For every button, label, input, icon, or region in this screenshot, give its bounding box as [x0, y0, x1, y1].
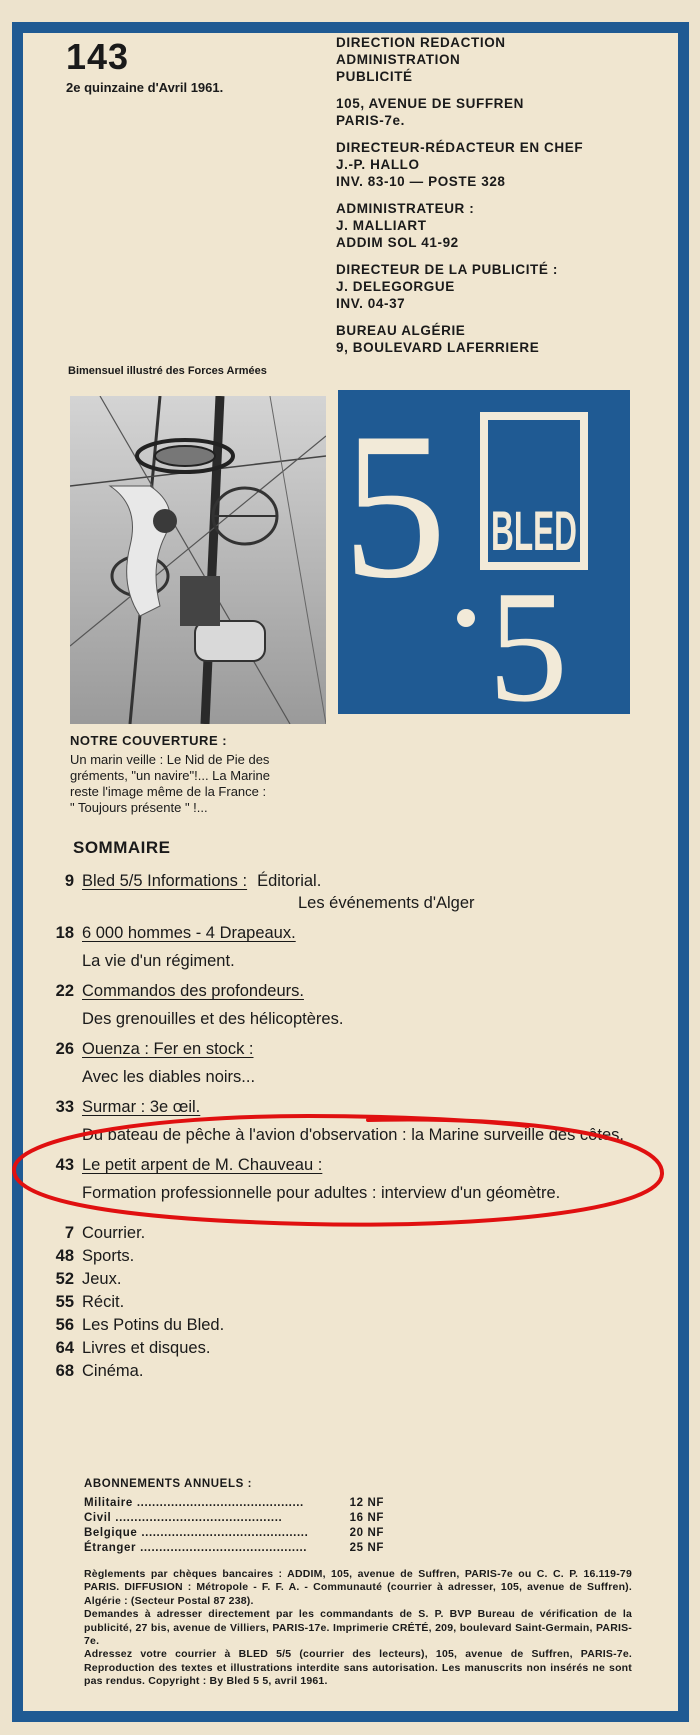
toc-simple-item[interactable]: 52 Jeux.	[55, 1270, 122, 1288]
subscription-row: Militaire ............................................ 12 NF	[84, 1497, 384, 1509]
street-address: 105, AVENUE DE SUFFREN PARIS-7e.	[336, 96, 524, 128]
logo-numeral-bottom: 5	[488, 557, 568, 714]
toc-entry[interactable]: 9 Bled 5/5 Informations : Éditorial.	[64, 872, 322, 890]
direction-block	[336, 34, 626, 366]
issue-number: 143	[66, 36, 130, 77]
direction-address: DIRECTION REDACTION ADMINISTRATION PUBLICITÉ	[336, 35, 506, 84]
toc-simple-item[interactable]: 55 Récit.	[55, 1293, 125, 1311]
table-of-contents: 9 Bled 5/5 Informations : Éditorial. Les événements d'Alger 18 6 000 hommes - 4 Drapeaux. La vie d'un régiment. 22 Commandos des profondeurs. Des grenouilles et des hélicoptères. 26 Ouenza : Fer en stock : Avec les diables noirs... 33 Surmar : 3e œil. Du bateau de pêche à l'avion d'observation : la Marine surveille des côtes. 43 Le petit arpent de M. Chauveau : Formation professionnelle pour adultes : interview d'un géomètre. 7 Courrier. 48 Sports. 52 Jeux. 55 Récit. 56 Les Potins du Bled. 64 Livres et disques. 68 Cinéma.	[38, 870, 648, 1383]
cover-caption-title: NOTRE COUVERTURE :	[70, 733, 228, 748]
subscription-row: Belgique ............................................ 20 NF	[84, 1527, 384, 1539]
subscriptions-title: ABONNEMENTS ANNUELS :	[84, 1478, 253, 1490]
toc-simple-item[interactable]: 56 Les Potins du Bled.	[55, 1316, 225, 1334]
toc-simple-item[interactable]: 48 Sports.	[55, 1247, 135, 1265]
subscription-row: Civil ............................................ 16 NF	[84, 1512, 384, 1524]
algeria-office: BUREAU ALGÉRIE 9, BOULEVARD LAFERRIERE	[336, 323, 540, 355]
legal-notice: Règlements par chèques bancaires : ADDIM, 105, avenue de Suffren, PARIS-7e ou C. C. P. 16.119-79 PARIS. DIFFUSION : Métropole - F. F. A. - Communauté (courrier à adresser, 105, avenue de Suffren). Algérie : (Secteur Postal 87 238). Demandes à adresser directement par les commandants de S. P. BVP Bureau de vérification de la publicité, 27 bis, avenue de Villiers, PARIS-17e. Imprimerie CRÉTÉ, 209, boulevard Saint-Germain, PARIS-7e. Adressez votre courrier à BLED 5/5 (courrier des lecteurs), 105, avenue de Suffren, PARIS-7e. Reproduction des textes et illustrations interdite sans autorisation. Les manuscrits non insérés ne sont pas rendus. Copyright : By Bled 5 5, avril 1961.	[84, 1568, 632, 1688]
administrator: ADMINISTRATEUR : J. MALLIART ADDIM SOL 41-92	[336, 201, 475, 250]
sommaire-title: SOMMAIRE	[73, 838, 171, 857]
toc-simple-item[interactable]: 7 Courrier.	[64, 1224, 146, 1242]
subscriptions	[84, 1478, 384, 1556]
editor-in-chief: DIRECTEUR-RÉDACTEUR EN CHEF J.-P. HALLO INV. 83-10 — POSTE 328	[336, 140, 584, 189]
toc-simple-item[interactable]: 68 Cinéma.	[55, 1362, 144, 1380]
cover-caption: Un marin veille : Le Nid de Pie des gréments, "un navire"!... La Marine reste l'image même de la France : " Toujours présente " !...	[70, 752, 270, 815]
logo-text: BLED	[491, 499, 577, 562]
issue-date: 2e quinzaine d'Avril 1961.	[66, 80, 224, 95]
toc-entry[interactable]: 43 Le petit arpent de M. Chauveau :	[55, 1156, 323, 1174]
toc-entry[interactable]: 33 Surmar : 3e œil.	[55, 1098, 201, 1116]
subscription-row: Étranger ............................................ 25 NF	[84, 1542, 384, 1554]
toc-simple-item[interactable]: 64 Livres et disques.	[55, 1339, 211, 1357]
cover-photo	[70, 396, 326, 724]
tagline: Bimensuel illustré des Forces Armées	[68, 365, 267, 377]
toc-entry[interactable]: 22 Commandos des profondeurs.	[55, 982, 304, 1000]
advertising-director: DIRECTEUR DE LA PUBLICITÉ : J. DELEGORGUE INV. 04-37	[336, 262, 558, 311]
annotation-ellipse	[8, 1108, 668, 1230]
logo-numeral-top: 5	[342, 390, 447, 622]
toc-entry[interactable]: 26 Ouenza : Fer en stock :	[55, 1040, 254, 1058]
bled-logo	[338, 390, 630, 714]
toc-entry[interactable]: 18 6 000 hommes - 4 Drapeaux.	[55, 924, 296, 942]
